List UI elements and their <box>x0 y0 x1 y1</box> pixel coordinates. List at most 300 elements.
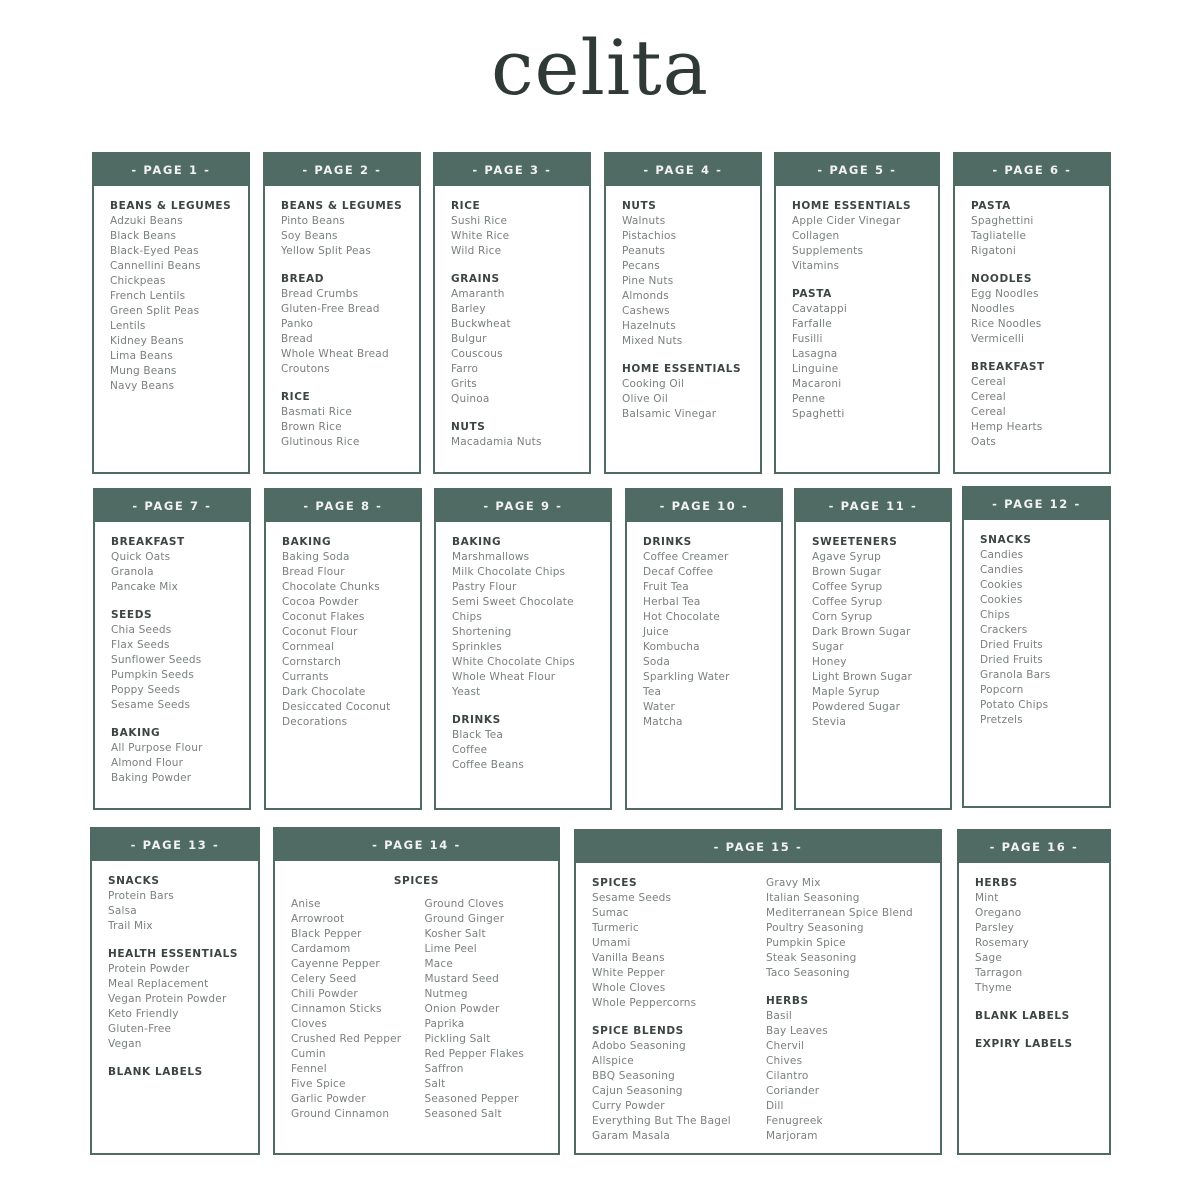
label-section <box>111 726 249 786</box>
label-item: Olive Oil <box>622 393 669 405</box>
label-item: All Purpose Flour <box>111 742 203 754</box>
label-page-card <box>774 152 940 474</box>
card-body <box>275 861 558 1135</box>
label-item: Almonds <box>622 290 669 302</box>
label-item: Allspice <box>592 1055 634 1067</box>
section-heading: BEANS & LEGUMES <box>110 200 232 212</box>
label-item: Pecans <box>622 260 660 272</box>
page-title: - PAGE 3 - <box>435 154 589 186</box>
label-item: Italian Seasoning <box>766 892 860 904</box>
label-item: Cloves <box>291 1018 328 1030</box>
label-page-card <box>574 829 942 1155</box>
label-section <box>281 199 419 259</box>
label-item: Milk Chocolate Chips <box>452 566 566 578</box>
section-heading: SNACKS <box>108 875 160 887</box>
label-item: Pretzels <box>980 714 1023 726</box>
label-section <box>980 533 1109 728</box>
label-item: Couscous <box>451 348 503 360</box>
section-heading: BREAKFAST <box>111 536 185 548</box>
label-column <box>980 533 1109 741</box>
label-item: Fenugreek <box>766 1115 823 1127</box>
label-item: Vanilla Beans <box>592 952 665 964</box>
label-item: Rigatoni <box>971 245 1017 257</box>
label-list <box>291 897 425 1122</box>
label-item: Seasoned Salt <box>424 1108 502 1120</box>
label-item: Hot Chocolate <box>643 611 720 623</box>
page-title: - PAGE 16 - <box>959 831 1109 863</box>
label-item: Sunflower Seeds <box>111 654 202 666</box>
label-item: Ground Cinnamon <box>291 1108 390 1120</box>
label-item: Coffee <box>452 744 488 756</box>
label-item: Tarragon <box>975 967 1023 979</box>
label-item: Steak Seasoning <box>766 952 857 964</box>
label-item: Mint <box>975 892 999 904</box>
label-item: Black-Eyed Peas <box>110 245 199 257</box>
label-list <box>592 1039 766 1144</box>
section-heading: EXPIRY LABELS <box>975 1038 1073 1050</box>
card-body <box>576 863 940 1155</box>
label-page-card <box>962 486 1111 808</box>
card-body <box>435 186 589 463</box>
label-list <box>812 550 950 730</box>
label-item: Pistachios <box>622 230 677 242</box>
label-item: Chervil <box>766 1040 805 1052</box>
label-item: Vegan Protein Powder <box>108 993 227 1005</box>
label-item: Cocoa Powder <box>282 596 359 608</box>
label-section <box>592 876 766 1011</box>
label-list <box>281 405 419 450</box>
label-column <box>110 199 248 407</box>
card-body <box>265 186 419 463</box>
label-list <box>451 435 589 450</box>
page-title: - PAGE 7 - <box>95 490 249 522</box>
label-item: Nutmeg <box>424 988 468 1000</box>
label-item: Brown Sugar <box>812 566 882 578</box>
label-section <box>281 390 419 450</box>
card-body <box>796 522 950 743</box>
page-title: - PAGE 11 - <box>796 490 950 522</box>
label-column <box>452 535 610 786</box>
section-heading: HERBS <box>766 995 809 1007</box>
label-item: Basmati Rice <box>281 406 352 418</box>
label-item: Paprika <box>424 1018 465 1030</box>
label-item: Sesame Seeds <box>592 892 672 904</box>
label-item: Anise <box>291 898 321 910</box>
label-section <box>766 876 940 981</box>
card-body <box>606 186 760 435</box>
label-item: Cavatappi <box>792 303 848 315</box>
label-item: Poultry Seasoning <box>766 922 864 934</box>
label-item: Barley <box>451 303 486 315</box>
label-item: Farfalle <box>792 318 832 330</box>
label-item: Herbal Tea <box>643 596 701 608</box>
label-item: Flax Seeds <box>111 639 170 651</box>
label-item: Maple Syrup <box>812 686 880 698</box>
label-list <box>792 302 938 422</box>
page-title: - PAGE 15 - <box>576 831 940 863</box>
label-section <box>643 535 781 730</box>
label-page-card <box>957 829 1111 1155</box>
label-item: Candies <box>980 564 1024 576</box>
label-item: Fennel <box>291 1063 327 1075</box>
section-heading: BAKING <box>452 536 502 548</box>
label-list <box>111 741 249 786</box>
label-item: Stevia <box>812 716 847 728</box>
page-title: - PAGE 13 - <box>92 829 258 861</box>
label-item: Mung Beans <box>110 365 177 377</box>
label-section <box>108 947 258 1052</box>
label-item: Dark Brown Sugar <box>812 626 911 638</box>
label-item: Ground Cloves <box>424 898 504 910</box>
label-item: Spaghettini <box>971 215 1034 227</box>
page-title: - PAGE 8 - <box>266 490 420 522</box>
label-item: Yeast <box>452 686 481 698</box>
label-item: Mustard Seed <box>424 973 500 985</box>
section-heading: SPICES <box>592 877 638 889</box>
section-heading: HOME ESSENTIALS <box>622 363 742 375</box>
label-item: Adzuki Beans <box>110 215 183 227</box>
label-item: Cereal <box>971 391 1006 403</box>
label-item: Chips <box>452 611 483 623</box>
label-item: Sesame Seeds <box>111 699 191 711</box>
section-heading: HERBS <box>975 877 1018 889</box>
label-list <box>622 214 760 349</box>
card-body <box>964 520 1109 741</box>
label-page-card <box>794 488 952 810</box>
label-item: Cookies <box>980 594 1023 606</box>
label-item: Pumpkin Spice <box>766 937 846 949</box>
label-item: Arrowroot <box>291 913 345 925</box>
label-list <box>451 287 589 407</box>
label-item: Brown Rice <box>281 421 342 433</box>
card-body <box>776 186 938 435</box>
label-item: Macaroni <box>792 378 842 390</box>
label-item: Tagliatelle <box>971 230 1027 242</box>
label-list <box>975 891 1109 996</box>
label-page-card <box>433 152 591 474</box>
section-heading: BLANK LABELS <box>975 1010 1070 1022</box>
label-item: Tea <box>643 686 662 698</box>
label-item: Cornstarch <box>282 656 342 668</box>
label-list <box>971 375 1109 450</box>
label-item: Sugar <box>812 641 844 653</box>
label-item: Cajun Seasoning <box>592 1085 683 1097</box>
label-item: Kosher Salt <box>424 928 486 940</box>
label-column <box>108 874 258 1093</box>
label-item: Meal Replacement <box>108 978 209 990</box>
label-section <box>451 420 589 450</box>
label-item: Cornmeal <box>282 641 335 653</box>
label-item: Pinto Beans <box>281 215 345 227</box>
label-section <box>622 362 760 422</box>
label-item: Hazelnuts <box>622 320 676 332</box>
label-item: Crushed Red Pepper <box>291 1033 402 1045</box>
label-item: Sumac <box>592 907 629 919</box>
label-item: Dried Fruits <box>980 654 1043 666</box>
label-list <box>971 214 1109 259</box>
card-body <box>95 522 249 799</box>
section-heading: NOODLES <box>971 273 1032 285</box>
label-item: White Pepper <box>592 967 665 979</box>
label-item: Whole Peppercorns <box>592 997 697 1009</box>
label-list <box>971 287 1109 347</box>
label-item: Sprinkles <box>452 641 502 653</box>
label-item: Coconut Flakes <box>282 611 365 623</box>
label-item: Whole Wheat Flour <box>452 671 556 683</box>
label-item: Croutons <box>281 363 330 375</box>
label-section <box>452 713 610 773</box>
label-list <box>110 214 248 394</box>
section-heading: SEEDS <box>111 609 153 621</box>
label-item: Coffee Syrup <box>812 581 883 593</box>
label-item: Linguine <box>792 363 839 375</box>
label-list <box>643 550 781 730</box>
label-item: Panko <box>281 318 314 330</box>
label-item: Shortening <box>452 626 512 638</box>
card-body <box>266 522 420 743</box>
label-item: Pastry Flour <box>452 581 517 593</box>
label-item: Marshmallows <box>452 551 530 563</box>
label-item: Vermicelli <box>971 333 1025 345</box>
label-section <box>975 876 1109 996</box>
label-item: Poppy Seeds <box>111 684 181 696</box>
label-item: Light Brown Sugar <box>812 671 912 683</box>
label-item: Walnuts <box>622 215 666 227</box>
label-item: Cereal <box>971 406 1006 418</box>
card-body <box>955 186 1109 463</box>
label-item: Salt <box>424 1078 446 1090</box>
label-item: Chickpeas <box>110 275 166 287</box>
label-section <box>451 272 589 407</box>
label-section <box>452 535 610 700</box>
label-page-card <box>625 488 783 810</box>
label-item: Chia Seeds <box>111 624 172 636</box>
label-item: Sparkling Water <box>643 671 730 683</box>
label-item: Vegan <box>108 1038 142 1050</box>
label-list <box>282 550 420 730</box>
section-heading: SPICE BLENDS <box>592 1025 684 1037</box>
label-item: BBQ Seasoning <box>592 1070 675 1082</box>
label-item: Pumpkin Seeds <box>111 669 195 681</box>
label-section <box>766 994 940 1144</box>
label-item: Cereal <box>971 376 1006 388</box>
label-item: Saffron <box>424 1063 464 1075</box>
label-column <box>451 199 589 463</box>
label-section <box>281 272 419 377</box>
label-item: Parsley <box>975 922 1015 934</box>
label-section <box>425 897 559 1122</box>
label-column <box>975 876 1109 1065</box>
label-item: Trail Mix <box>108 920 153 932</box>
label-item: Decorations <box>282 716 348 728</box>
label-item: Decaf Coffee <box>643 566 714 578</box>
label-section <box>108 874 258 934</box>
label-item: Dill <box>766 1100 784 1112</box>
label-item: Chocolate Chunks <box>282 581 380 593</box>
label-section <box>812 535 950 730</box>
label-item: Baking Soda <box>282 551 350 563</box>
label-item: Coconut Flour <box>282 626 358 638</box>
label-item: Ground Ginger <box>424 913 505 925</box>
label-item: Green Split Peas <box>110 305 200 317</box>
section-heading: SPICES <box>393 875 440 887</box>
label-list <box>111 623 249 713</box>
label-item: Chives <box>766 1055 803 1067</box>
section-heading: NUTS <box>622 200 657 212</box>
label-item: Onion Powder <box>424 1003 500 1015</box>
label-item: Popcorn <box>980 684 1024 696</box>
section-heading: BREAKFAST <box>971 361 1045 373</box>
label-item: Glutinous Rice <box>281 436 360 448</box>
label-item: Kidney Beans <box>110 335 184 347</box>
label-list <box>425 897 559 1122</box>
label-item: Cumin <box>291 1048 326 1060</box>
label-section <box>291 897 425 1122</box>
label-section <box>792 199 938 274</box>
label-list <box>281 214 419 259</box>
label-item: Chili Powder <box>291 988 358 1000</box>
label-column <box>643 535 781 743</box>
label-item: Everything But The Bagel <box>592 1115 731 1127</box>
label-page-card <box>273 827 560 1155</box>
label-item: Curry Powder <box>592 1100 665 1112</box>
label-item: Gluten-Free <box>108 1023 172 1035</box>
label-item: Amaranth <box>451 288 505 300</box>
label-item: Celery Seed <box>291 973 357 985</box>
card-body <box>959 863 1109 1065</box>
label-column <box>971 199 1109 463</box>
section-heading: NUTS <box>451 421 486 433</box>
label-item: Adobo Seasoning <box>592 1040 686 1052</box>
label-item: Thyme <box>975 982 1012 994</box>
label-section <box>451 199 589 259</box>
label-item: Red Pepper Flakes <box>424 1048 525 1060</box>
label-item: Cardamom <box>291 943 351 955</box>
label-item: Pickling Salt <box>424 1033 491 1045</box>
label-item: White Rice <box>451 230 510 242</box>
label-list <box>592 891 766 1011</box>
section-heading: BAKING <box>282 536 332 548</box>
label-section <box>592 1024 766 1144</box>
label-item: Baking Powder <box>111 772 192 784</box>
label-section <box>111 608 249 713</box>
label-item: Black Tea <box>452 729 504 741</box>
label-list <box>980 548 1109 728</box>
card-body <box>94 186 248 407</box>
label-item: Dark Chocolate <box>282 686 366 698</box>
label-item: Wild Rice <box>451 245 502 257</box>
label-item: Chips <box>980 609 1011 621</box>
label-item: Whole Cloves <box>592 982 666 994</box>
page-title: - PAGE 10 - <box>627 490 781 522</box>
label-item: Marjoram <box>766 1130 818 1142</box>
label-item: Coffee Syrup <box>812 596 883 608</box>
label-item: Cookies <box>980 579 1023 591</box>
label-item: Matcha <box>643 716 683 728</box>
label-item: Oats <box>971 436 997 448</box>
label-section <box>971 360 1109 450</box>
label-item: Bread <box>281 333 313 345</box>
label-item: Desiccated Coconut <box>282 701 391 713</box>
page-title: - PAGE 12 - <box>964 488 1109 520</box>
label-item: Peanuts <box>622 245 666 257</box>
label-item: Basil <box>766 1010 792 1022</box>
label-column <box>792 199 938 435</box>
label-item: Sushi Rice <box>451 215 508 227</box>
label-item: Noodles <box>971 303 1015 315</box>
label-item: Kombucha <box>643 641 700 653</box>
label-list <box>108 889 258 934</box>
label-item: Powdered Sugar <box>812 701 901 713</box>
label-item: Salsa <box>108 905 137 917</box>
label-item: Turmeric <box>592 922 639 934</box>
label-page-card <box>90 827 260 1155</box>
section-heading: SWEETENERS <box>812 536 898 548</box>
section-heading: BEANS & LEGUMES <box>281 200 403 212</box>
label-item: Cannellini Beans <box>110 260 201 272</box>
label-page-card <box>953 152 1111 474</box>
label-item: Currants <box>282 671 329 683</box>
section-heading: DRINKS <box>452 714 501 726</box>
section-heading: PASTA <box>971 200 1011 212</box>
label-item: Protein Powder <box>108 963 190 975</box>
label-item: Fruit Tea <box>643 581 689 593</box>
section-heading: BLANK LABELS <box>108 1066 203 1078</box>
label-page-card <box>434 488 612 810</box>
label-item: Agave Syrup <box>812 551 882 563</box>
label-column <box>111 535 249 799</box>
label-item: Soda <box>643 656 670 668</box>
label-item: Coffee Creamer <box>643 551 729 563</box>
label-column <box>291 897 425 1135</box>
label-item: Crackers <box>980 624 1028 636</box>
section-heading: GRAINS <box>451 273 500 285</box>
label-item: Egg Noodles <box>971 288 1039 300</box>
label-section <box>971 272 1109 347</box>
label-column <box>812 535 950 743</box>
label-item: Apple Cider Vinegar <box>792 215 901 227</box>
label-list <box>452 550 610 700</box>
label-column <box>281 199 419 463</box>
label-item: Semi Sweet Chocolate <box>452 596 574 608</box>
label-item: Bay Leaves <box>766 1025 828 1037</box>
label-section <box>282 535 420 730</box>
label-item: Yellow Split Peas <box>281 245 372 257</box>
label-item: Cashews <box>622 305 670 317</box>
section-heading: RICE <box>281 391 311 403</box>
label-column <box>622 199 760 435</box>
label-item: Black Beans <box>110 230 177 242</box>
label-item: Cinnamon Sticks <box>291 1003 382 1015</box>
label-item: Lentils <box>110 320 146 332</box>
label-item: Granola <box>111 566 154 578</box>
label-item: Lima Beans <box>110 350 173 362</box>
label-item: Rosemary <box>975 937 1029 949</box>
label-item: Bulgur <box>451 333 487 345</box>
label-item: Taco Seasoning <box>766 967 850 979</box>
label-item: Navy Beans <box>110 380 175 392</box>
label-item: Garam Masala <box>592 1130 671 1142</box>
section-heading: PASTA <box>792 288 832 300</box>
label-item: Sage <box>975 952 1003 964</box>
label-item: Corn Syrup <box>812 611 873 623</box>
label-list <box>451 214 589 259</box>
page-title: - PAGE 4 - <box>606 154 760 186</box>
card-body <box>627 522 781 743</box>
label-item: Lime Peel <box>424 943 477 955</box>
label-item: Buckwheat <box>451 318 511 330</box>
section-heading: DRINKS <box>643 536 692 548</box>
